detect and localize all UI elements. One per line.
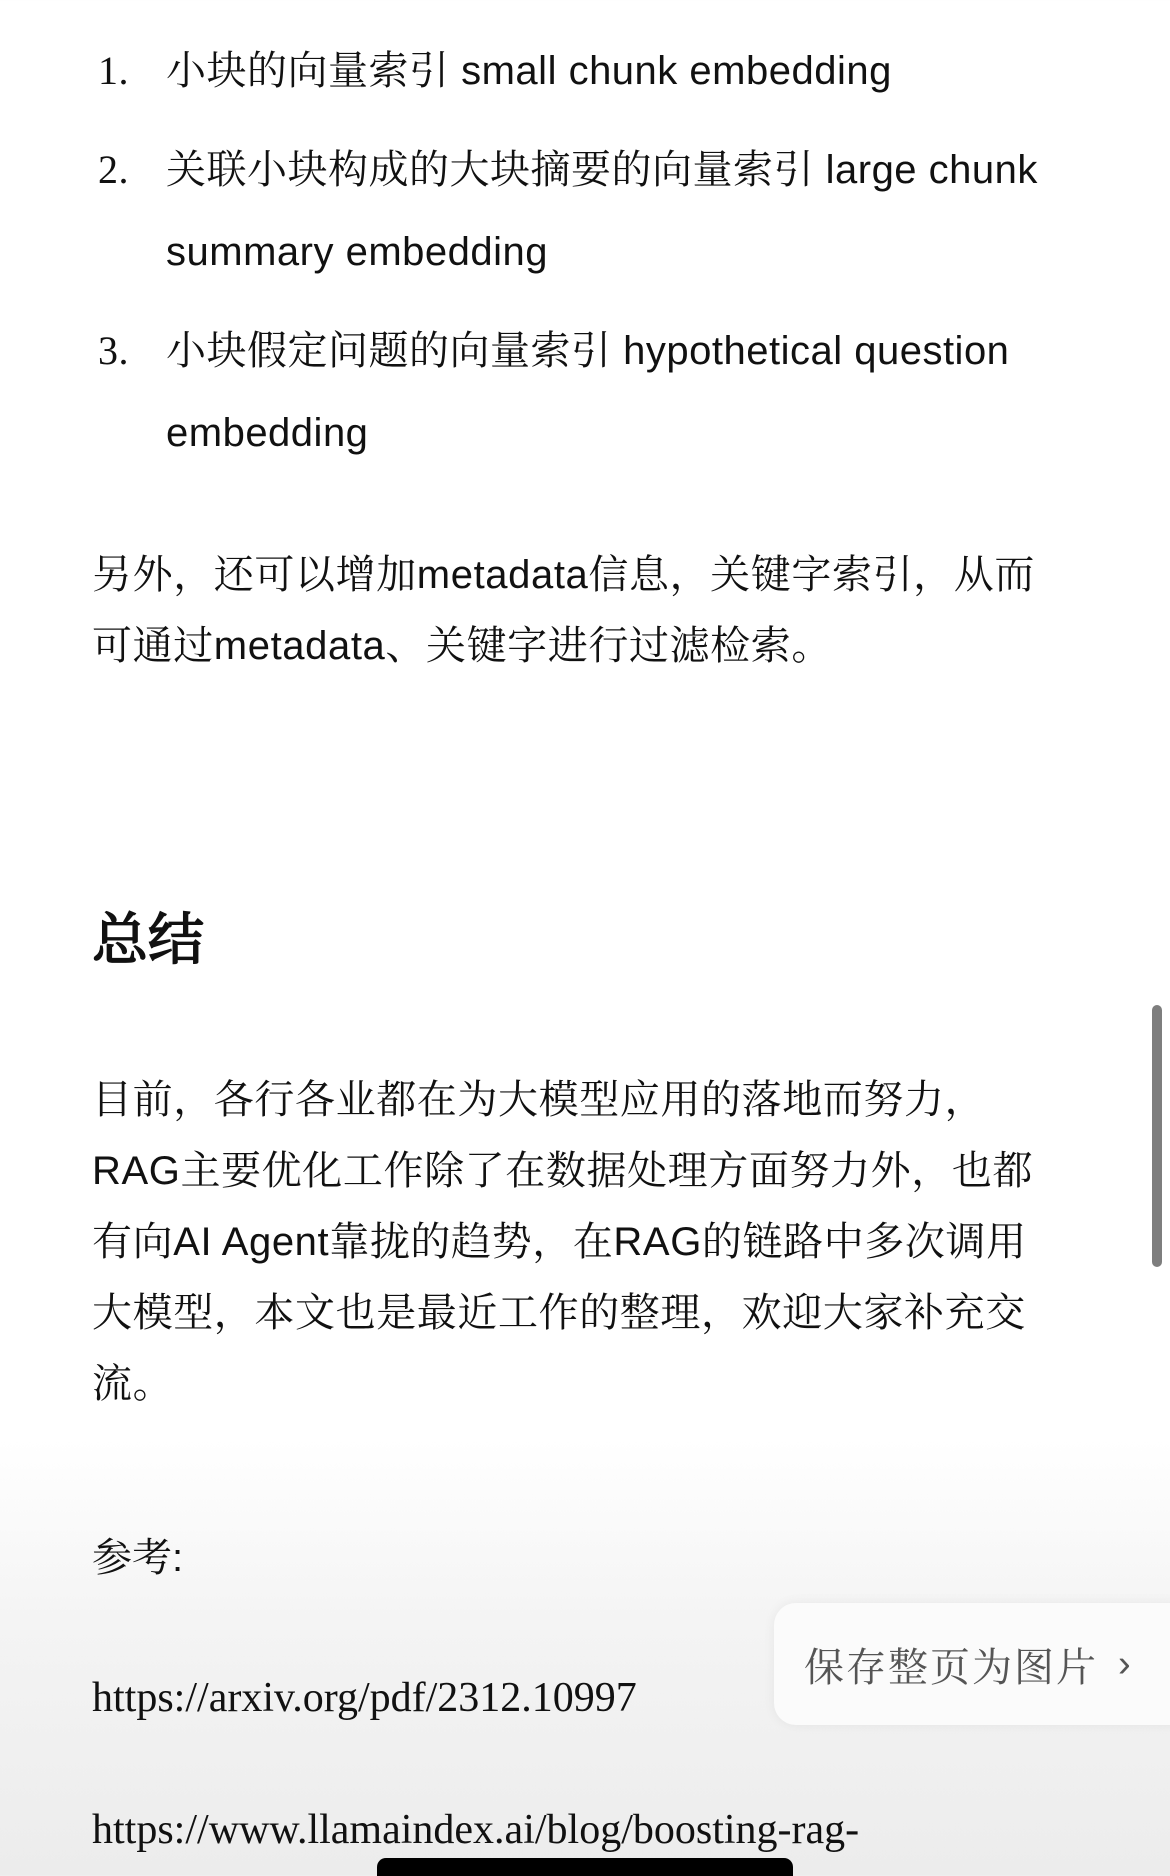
- embedding-list: [0, 30, 1056, 491]
- metadata-paragraph: 另外，还可以增加metadata信息，关键字索引，从而可通过metadata、关键字进行过滤检索。: [92, 553, 1035, 668]
- list-item-text: 小块的向量索引 small chunk embedding: [166, 49, 892, 93]
- list-item: [0, 129, 1056, 293]
- vertical-scrollbar[interactable]: [1152, 1005, 1162, 1267]
- reference-link-arxiv[interactable]: https://arxiv.org/pdf/2312.10997: [92, 1675, 637, 1721]
- save-page-as-image-button[interactable]: [774, 1603, 1170, 1725]
- list-number: 3.: [98, 328, 129, 373]
- reference-link-llamaindex[interactable]: https://www.llamaindex.ai/blog/boosting-rag-: [92, 1807, 860, 1853]
- references-label: 参考:: [92, 1536, 184, 1580]
- summary-heading: 总结: [92, 908, 204, 971]
- save-button-label: 保存整页为图片: [804, 1645, 1098, 1690]
- list-item: [0, 30, 1056, 112]
- list-number: 2.: [98, 147, 129, 192]
- list-number: 1.: [98, 48, 129, 93]
- list-item: [0, 310, 1056, 474]
- list-item-text: 关联小块构成的大块摘要的向量索引 large chunk summary embedding: [166, 148, 1038, 274]
- summary-paragraph: 目前，各行各业都在为大模型应用的落地而努力，RAG主要优化工作除了在数据处理方面努力外，也都有向AI Agent靠拢的趋势，在RAG的链路中多次调用大模型，本文也是最近工作的整理，欢迎大家补充交流。: [92, 1078, 1034, 1406]
- chevron-right-icon: ›: [1118, 1642, 1133, 1685]
- home-indicator[interactable]: [377, 1858, 793, 1876]
- list-item-text: 小块假定问题的向量索引 hypothetical question embedding: [166, 329, 1010, 455]
